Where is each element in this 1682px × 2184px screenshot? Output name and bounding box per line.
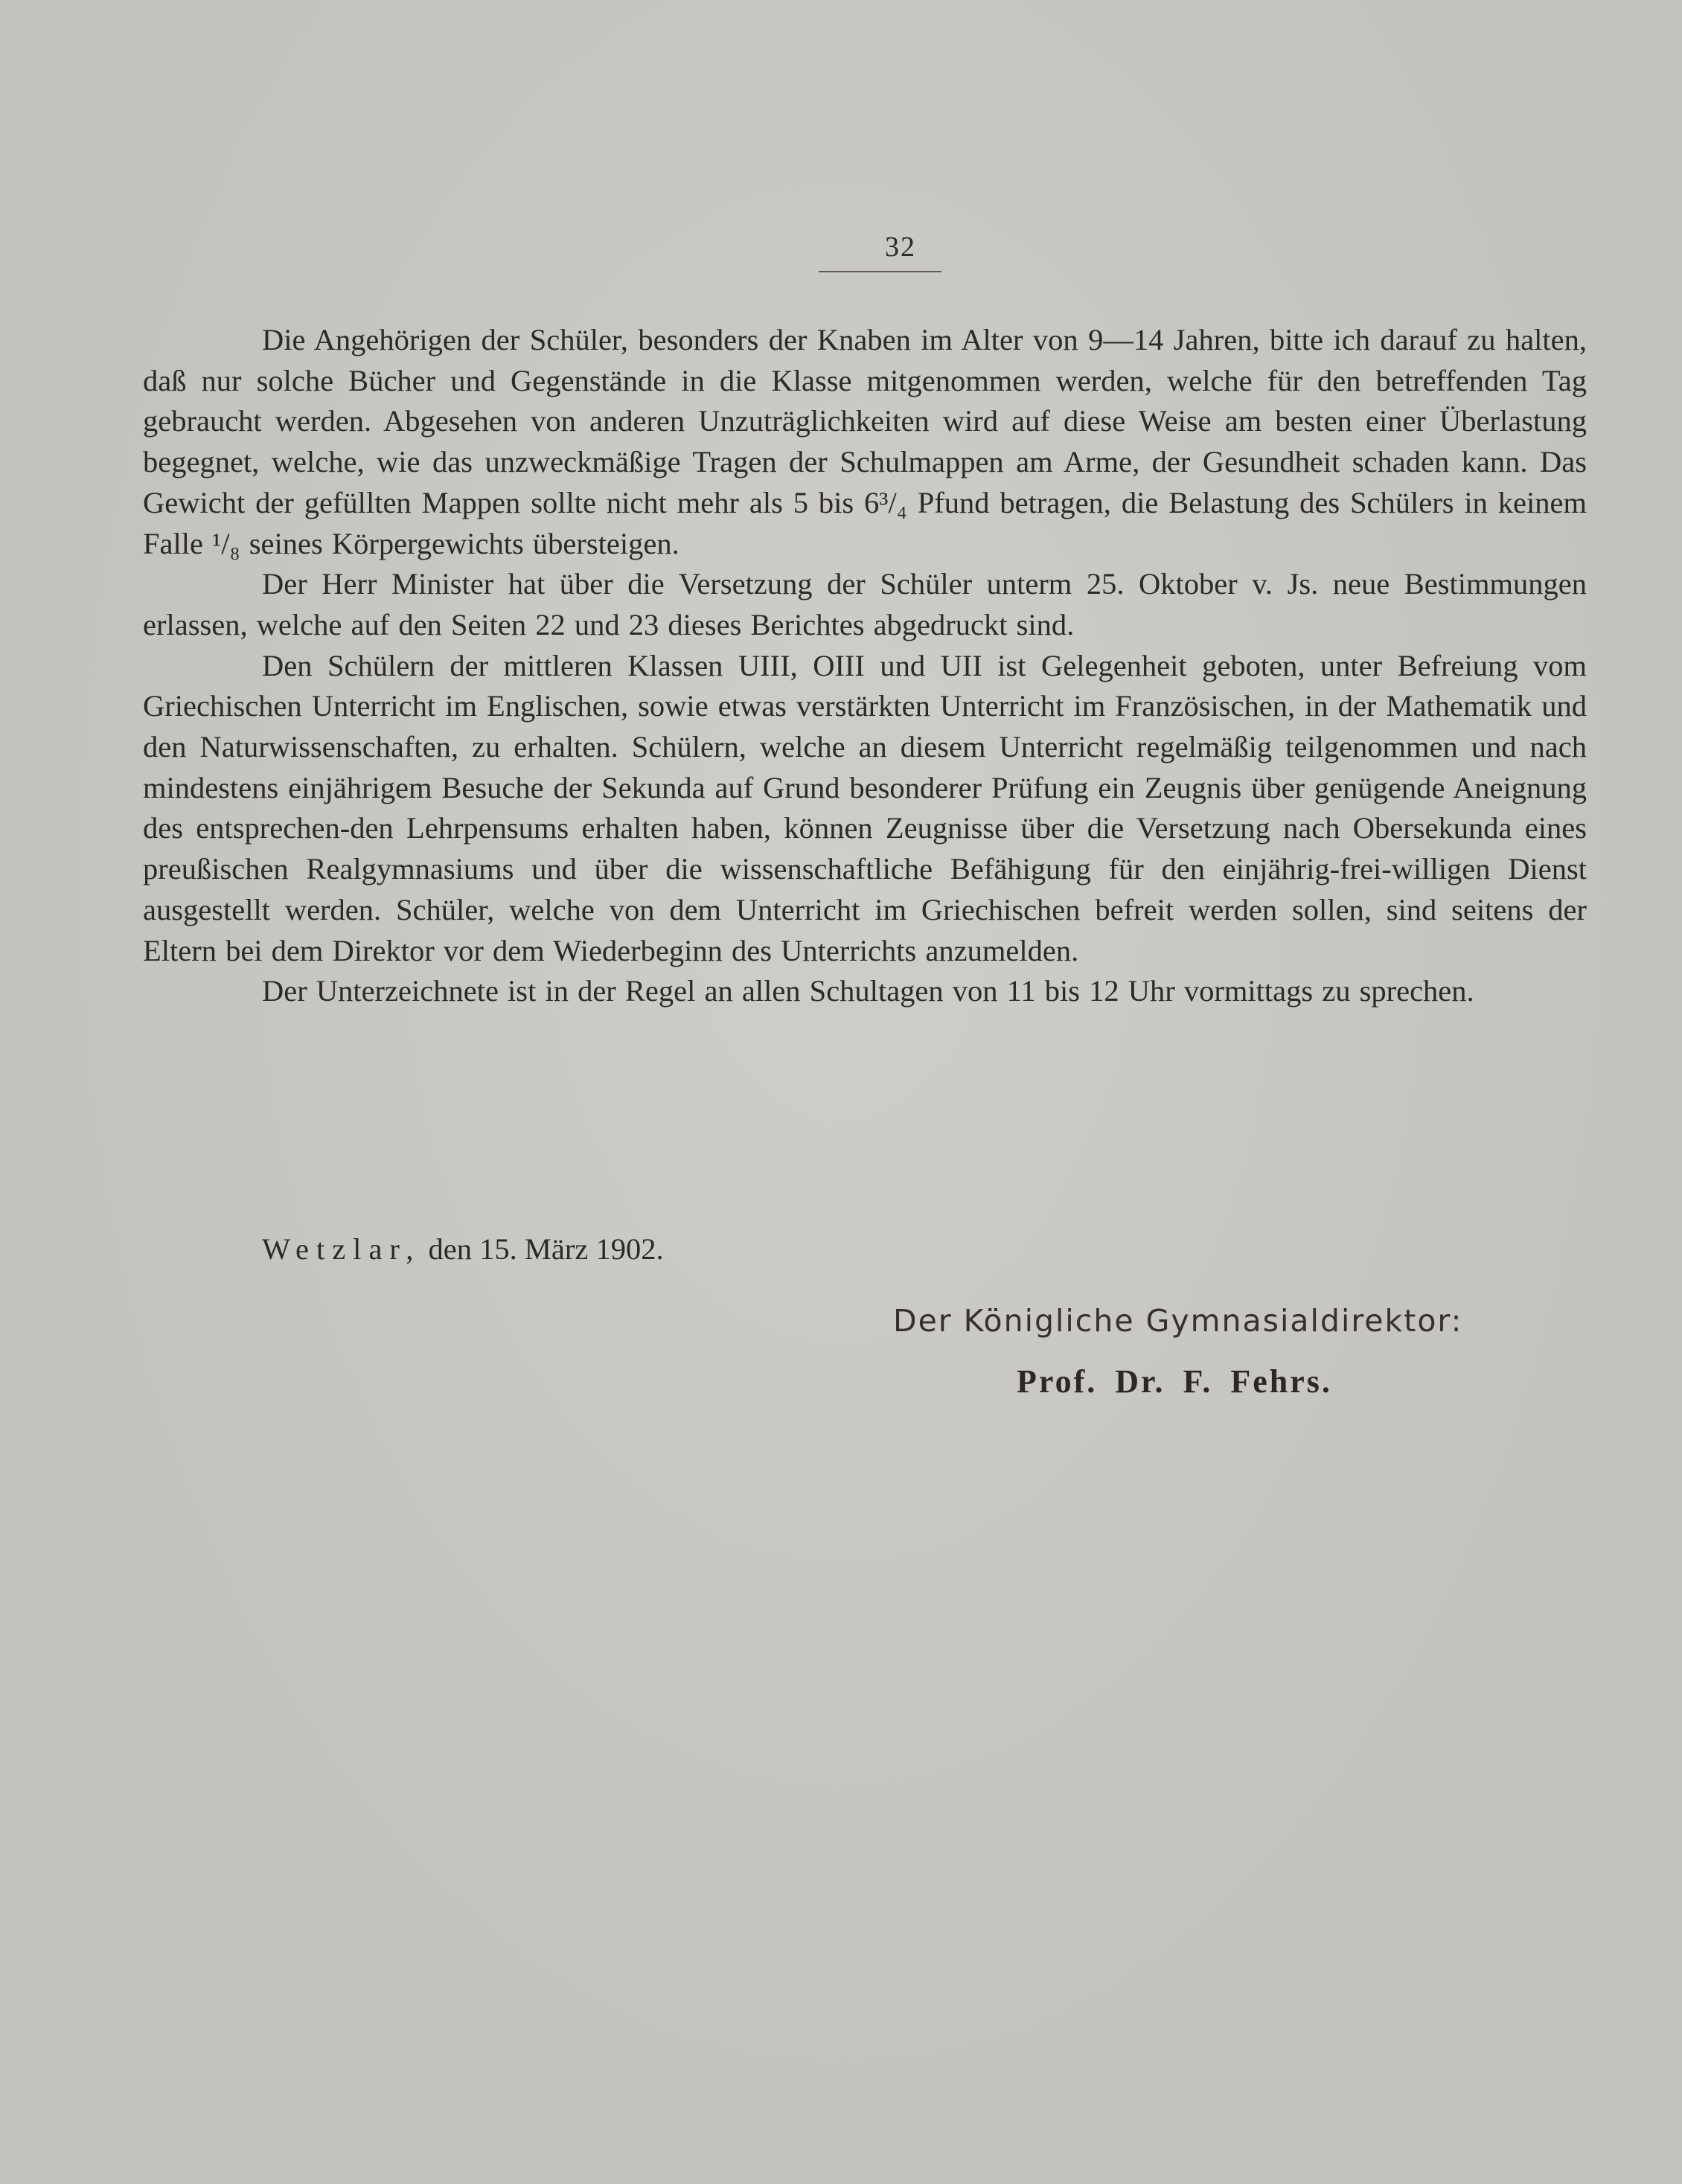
signature-name: Prof. Dr. F. Fehrs. — [1017, 1363, 1332, 1400]
paragraph-office-hours: Der Unterzeichnete ist in der Regel an allen Schultagen von 11 bis 12 Uhr vormittags zu sprechen. — [262, 974, 1474, 1008]
place: Wetzlar, — [262, 1232, 421, 1266]
place-and-date — [262, 1229, 664, 1269]
paragraph-school-bags: Die Angehörigen der Schüler, besonders der Knaben im Alter von 9—14 Jahren, bitte ich darauf zu halten, daß nur solche Bücher und Gegenstände in die Klasse mitgenommen werden, welche für den betreffenden Tag gebraucht werden. Abgesehen von anderen Unzuträglichkeiten wird auf diese Weise am besten einer Überlastung begegnet, welche, wie das unzweckmäßige Tragen der Schulmappen am Arme, der Gesundheit schaden kann. Das Gewicht der gefüllten Mappen sollte nicht mehr als 5 bis 6³/₄ Pfund betragen, die Belastung des Schülers in keinem Falle ¹/₈ seines Körpergewichts übersteigen. — [143, 323, 1587, 560]
signature-title: Der Königliche Gymnasialdirektor: — [893, 1303, 1463, 1339]
page-number: 32 — [885, 231, 916, 263]
date: den 15. März 1902. — [428, 1232, 664, 1266]
page-number-rule — [819, 271, 941, 272]
paragraph-promotion-rules: Der Herr Minister hat über die Versetzung der Schüler unterm 25. Oktober v. Js. neue Bestimmungen erlassen, welche auf den Seiten 22 und 23 dieses Berichtes abgedruckt sind. — [143, 567, 1587, 641]
body-text — [143, 320, 1587, 1012]
paragraph-greek-exemption: Den Schülern der mittleren Klassen UIII, OIII und UII ist Gelegenheit geboten, unter Befreiung vom Griechischen Unterricht im Englischen, sowie etwas verstärkten Unterricht im Französischen, in der Mathematik und den Naturwissenschaften, zu erhalten. Schülern, welche an diesem Unterricht regelmäßig teilgenommen und nach mindestens einjährigem Besuche der Sekunda auf Grund besonderer Prüfung ein Zeugnis über genügende Aneignung des entsprechen-den Lehrpensums erhalten haben, können Zeugnisse über die Versetzung nach Obersekunda eines preußischen Realgymnasiums und über die wissenschaftliche Befähigung für den einjährig-frei-willigen Dienst ausgestellt werden. Schüler, welche von dem Unterricht im Griechischen befreit werden sollen, sind seitens der Eltern bei dem Direktor vor dem Wiederbeginn des Unterrichts anzumelden. — [143, 648, 1587, 967]
